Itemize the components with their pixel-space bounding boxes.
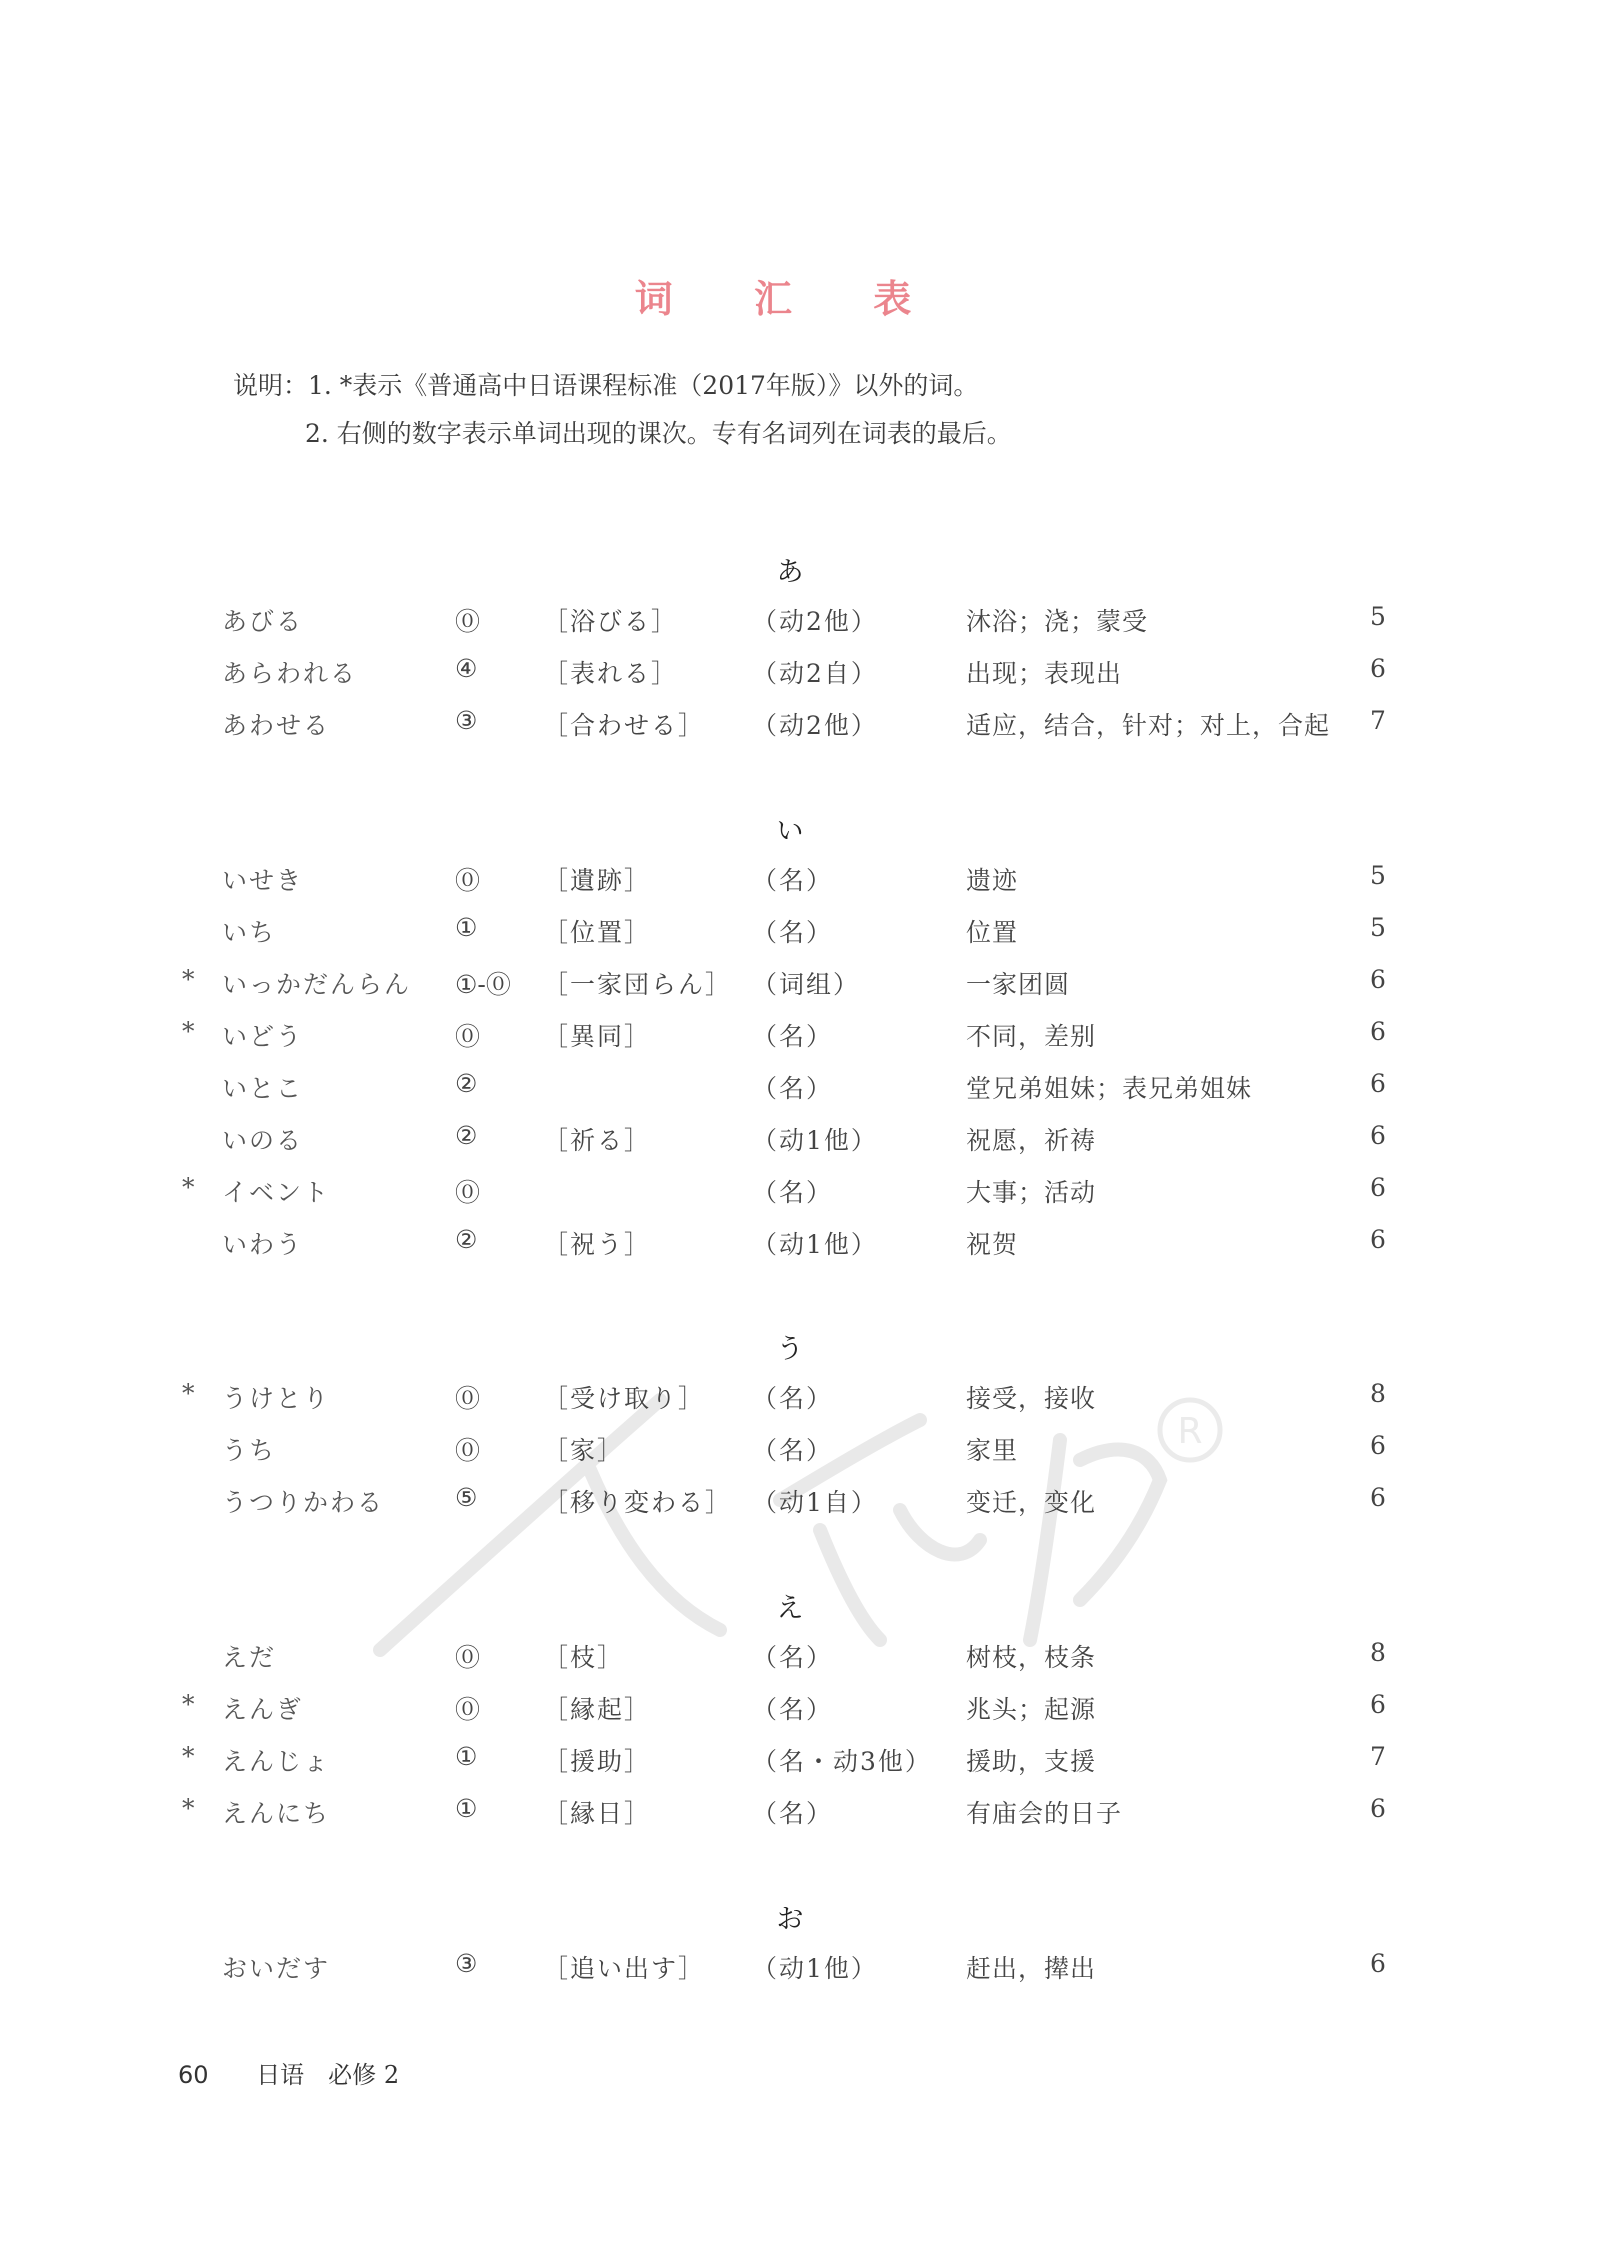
- lesson-number: 6: [1370, 1069, 1386, 1098]
- accent: ①: [455, 1794, 478, 1823]
- part-of-speech: （词组）: [752, 970, 861, 999]
- table-row: [0, 654, 1614, 694]
- page-title: 词 汇 表: [634, 277, 946, 321]
- star-marker: *: [182, 965, 195, 994]
- reading: いち: [222, 918, 277, 947]
- accent: ①-⓪: [455, 970, 511, 999]
- part-of-speech: （动2他）: [752, 607, 878, 636]
- meaning: 大事；活动: [966, 1178, 1097, 1207]
- kanji: ［異同］: [543, 1022, 652, 1051]
- lesson-number: 6: [1370, 1431, 1386, 1460]
- part-of-speech: （名）: [752, 1643, 834, 1672]
- kanji: ［合わせる］: [543, 711, 706, 740]
- accent: ①: [455, 1742, 478, 1771]
- kanji: ［移り変わる］: [543, 1488, 733, 1517]
- page-number: 60: [178, 2061, 209, 2089]
- lesson-number: 6: [1370, 1121, 1386, 1150]
- accent: ⓪: [455, 607, 481, 636]
- reading: あわせる: [222, 711, 331, 740]
- section-header-a: あ: [776, 557, 804, 588]
- meaning: 适应，结合，针对；对上，合起: [966, 711, 1331, 740]
- part-of-speech: （名）: [752, 1799, 834, 1828]
- accent: ⑤: [455, 1483, 478, 1512]
- star-marker: *: [182, 1690, 195, 1719]
- meaning: 兆头；起源: [966, 1695, 1097, 1724]
- table-row: [0, 965, 1614, 1005]
- accent: ③: [455, 1949, 478, 1978]
- section-header-u: う: [776, 1334, 804, 1365]
- part-of-speech: （动1自）: [752, 1488, 878, 1517]
- reading: いどう: [222, 1022, 304, 1051]
- meaning: 接受，接收: [966, 1384, 1097, 1413]
- reading: いわう: [222, 1230, 304, 1259]
- accent: ②: [455, 1069, 478, 1098]
- reading: あらわれる: [222, 659, 358, 688]
- accent: ⓪: [455, 1022, 481, 1051]
- reading: いせき: [222, 866, 304, 895]
- reading: おいだす: [222, 1954, 331, 1983]
- kanji: ［縁日］: [543, 1799, 652, 1828]
- kanji: ［家］: [543, 1436, 625, 1465]
- lesson-number: 6: [1370, 1017, 1386, 1046]
- table-row: [0, 706, 1614, 746]
- table-row: [0, 913, 1614, 953]
- accent: ⓪: [455, 1384, 481, 1413]
- meaning: 援助，支援: [966, 1747, 1097, 1776]
- part-of-speech: （动2他）: [752, 711, 878, 740]
- reading: えんぎ: [222, 1695, 304, 1724]
- table-row: [0, 1638, 1614, 1678]
- part-of-speech: （名）: [752, 1436, 834, 1465]
- meaning: 出现；表现出: [966, 659, 1123, 688]
- lesson-number: 7: [1370, 1742, 1386, 1771]
- lesson-number: 6: [1370, 1690, 1386, 1719]
- table-row: [0, 1069, 1614, 1109]
- meaning: 树枝，枝条: [966, 1643, 1097, 1672]
- star-marker: *: [182, 1742, 195, 1771]
- table-row: [0, 861, 1614, 901]
- lesson-number: 6: [1370, 1949, 1386, 1978]
- accent: ⓪: [455, 1643, 481, 1672]
- kanji: ［枝］: [543, 1643, 625, 1672]
- note-line-2: 2. 右侧的数字表示单词出现的课次。专有名词列在词表的最后。: [305, 419, 1012, 448]
- kanji: ［遺跡］: [543, 866, 652, 895]
- table-row: [0, 1121, 1614, 1161]
- lesson-number: 5: [1370, 861, 1386, 890]
- lesson-number: 6: [1370, 1225, 1386, 1254]
- svg-text:R: R: [1177, 1411, 1203, 1452]
- kanji: ［受け取り］: [543, 1384, 706, 1413]
- meaning: 祝愿，祈祷: [966, 1126, 1097, 1155]
- table-row: [0, 1431, 1614, 1471]
- kanji: ［祈る］: [543, 1126, 652, 1155]
- meaning: 位置: [966, 918, 1019, 947]
- kanji: ［位置］: [543, 918, 652, 947]
- star-marker: *: [182, 1379, 195, 1408]
- reading: いのる: [222, 1126, 304, 1155]
- kanji: ［祝う］: [543, 1230, 652, 1259]
- accent: ②: [455, 1225, 478, 1254]
- star-marker: *: [182, 1017, 195, 1046]
- reading: えんじょ: [222, 1747, 331, 1776]
- reading: あびる: [222, 607, 304, 636]
- reading: うち: [222, 1436, 277, 1465]
- kanji: ［援助］: [543, 1747, 652, 1776]
- accent: ⓪: [455, 866, 481, 895]
- reading: イベント: [222, 1178, 331, 1207]
- part-of-speech: （名・动3他）: [752, 1747, 932, 1776]
- table-row: [0, 602, 1614, 642]
- table-row: [0, 1794, 1614, 1834]
- part-of-speech: （名）: [752, 1074, 834, 1103]
- part-of-speech: （动2自）: [752, 659, 878, 688]
- table-row: [0, 1742, 1614, 1782]
- lesson-number: 6: [1370, 1794, 1386, 1823]
- meaning: 家里: [966, 1436, 1019, 1465]
- part-of-speech: （动1他）: [752, 1126, 878, 1155]
- table-row: [0, 1690, 1614, 1730]
- part-of-speech: （名）: [752, 866, 834, 895]
- kanji: ［追い出す］: [543, 1954, 706, 1983]
- lesson-number: 7: [1370, 706, 1386, 735]
- accent: ⓪: [455, 1695, 481, 1724]
- part-of-speech: （名）: [752, 918, 834, 947]
- meaning: 变迁，变化: [966, 1488, 1097, 1517]
- table-row: [0, 1949, 1614, 1989]
- lesson-number: 6: [1370, 1173, 1386, 1202]
- meaning: 一家团圆: [966, 970, 1071, 999]
- part-of-speech: （动1他）: [752, 1230, 878, 1259]
- meaning: 祝贺: [966, 1230, 1019, 1259]
- table-row: [0, 1225, 1614, 1265]
- part-of-speech: （名）: [752, 1022, 834, 1051]
- meaning: 沐浴；浇；蒙受: [966, 607, 1149, 636]
- section-header-o: お: [776, 1904, 804, 1935]
- meaning: 堂兄弟姐妹；表兄弟姐妹: [966, 1074, 1253, 1103]
- table-row: [0, 1379, 1614, 1419]
- lesson-number: 5: [1370, 913, 1386, 942]
- lesson-number: 6: [1370, 1483, 1386, 1512]
- meaning: 有庙会的日子: [966, 1799, 1123, 1828]
- accent: ⓪: [455, 1436, 481, 1465]
- accent: ③: [455, 706, 478, 735]
- meaning: 遗迹: [966, 866, 1019, 895]
- lesson-number: 8: [1370, 1379, 1386, 1408]
- star-marker: *: [182, 1794, 195, 1823]
- part-of-speech: （名）: [752, 1384, 834, 1413]
- meaning: 赶出，撵出: [966, 1954, 1097, 1983]
- part-of-speech: （动1他）: [752, 1954, 878, 1983]
- reading: いとこ: [222, 1074, 304, 1103]
- page-footer: [178, 2055, 399, 2090]
- accent: ①: [455, 913, 478, 942]
- explanatory-notes: [233, 362, 1012, 458]
- accent: ④: [455, 654, 478, 683]
- meaning: 不同，差别: [966, 1022, 1097, 1051]
- lesson-number: 8: [1370, 1638, 1386, 1667]
- lesson-number: 6: [1370, 965, 1386, 994]
- reading: えだ: [222, 1643, 277, 1672]
- kanji: ［表れる］: [543, 659, 679, 688]
- section-header-i: い: [776, 816, 804, 847]
- table-row: [0, 1483, 1614, 1523]
- accent: ⓪: [455, 1178, 481, 1207]
- reading: いっかだんらん: [222, 970, 412, 999]
- note-line-1: 说明：1. *表示《普通高中日语课程标准（2017年版）》以外的词。: [233, 371, 979, 400]
- section-header-e: え: [776, 1593, 804, 1624]
- part-of-speech: （名）: [752, 1695, 834, 1724]
- book-title: 日语 必修 2: [256, 2061, 400, 2089]
- reading: うつりかわる: [222, 1488, 385, 1517]
- part-of-speech: （名）: [752, 1178, 834, 1207]
- kanji: ［浴びる］: [543, 607, 679, 636]
- kanji: ［一家団らん］: [543, 970, 733, 999]
- reading: えんにち: [222, 1799, 331, 1828]
- kanji: ［縁起］: [543, 1695, 652, 1724]
- accent: ②: [455, 1121, 478, 1150]
- table-row: [0, 1173, 1614, 1213]
- reading: うけとり: [222, 1384, 331, 1413]
- lesson-number: 5: [1370, 602, 1386, 631]
- table-row: [0, 1017, 1614, 1057]
- lesson-number: 6: [1370, 654, 1386, 683]
- star-marker: *: [182, 1173, 195, 1202]
